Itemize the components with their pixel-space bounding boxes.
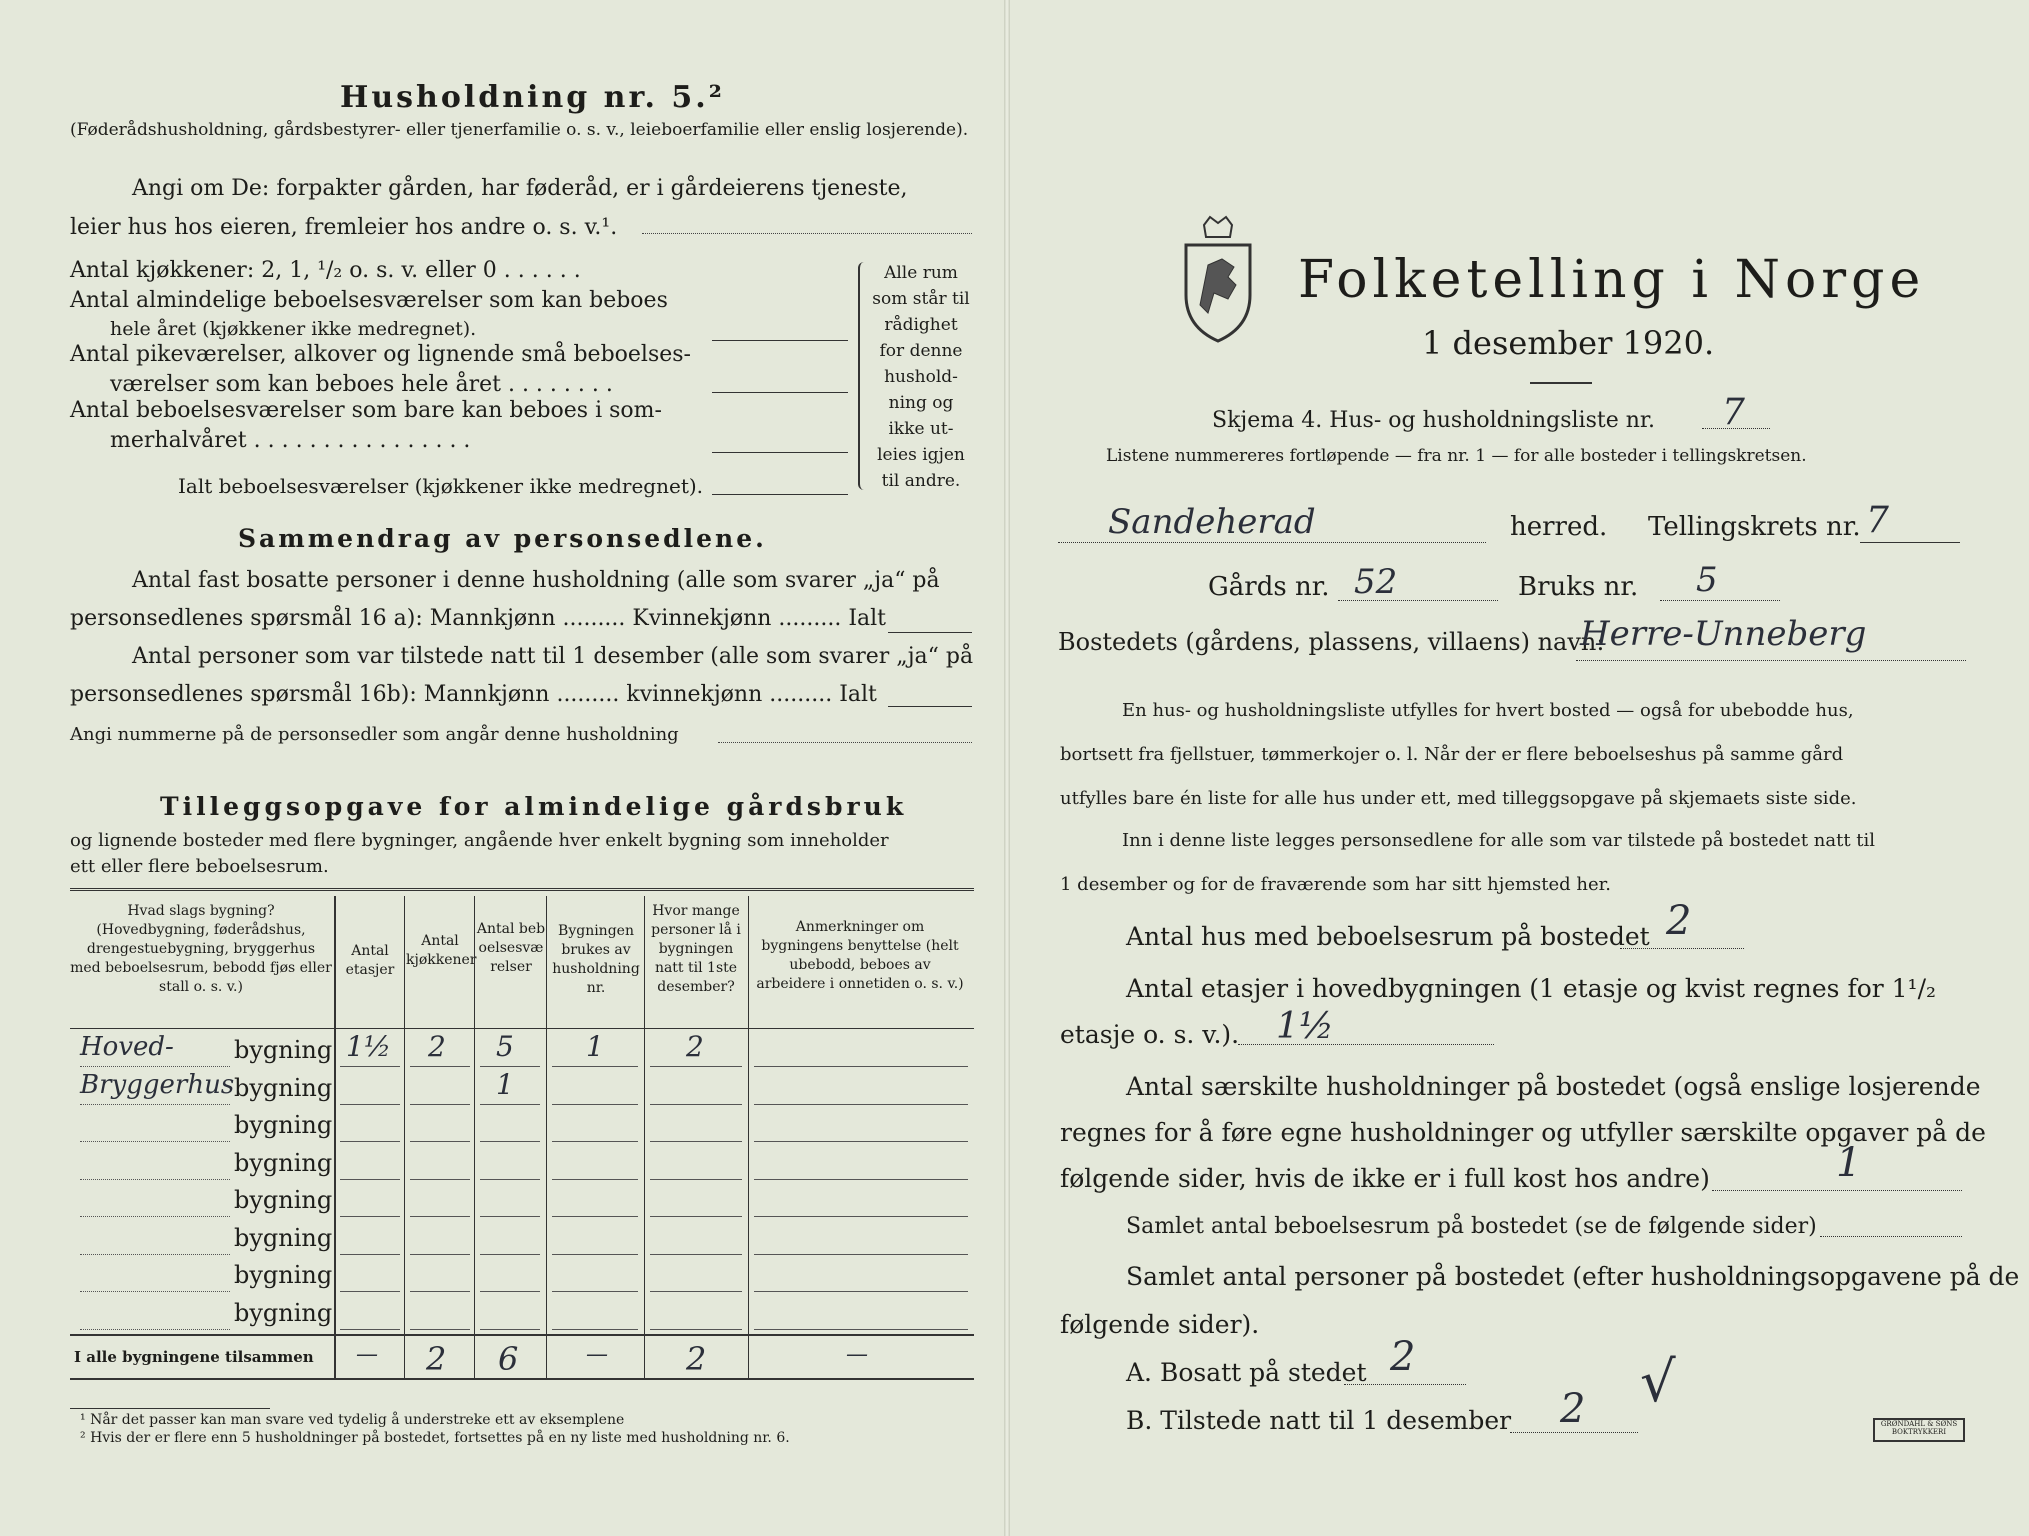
rooms-year-line-2: hele året (kjøkkener ikke medregnet). <box>110 318 477 340</box>
summary-p2-line-2: personsedlenes spørsmål 16b): Mannkjønn ......... kvinnekjønn ......... Ialt <box>70 682 877 707</box>
summary-p1-line-2: personsedlenes spørsmål 16 a): Mannkjønn ......... Kvinnekjønn ......... Ialt <box>70 606 887 631</box>
side-note: Alle rum som står til rådighet for denne hushold- ning og ikke ut- leies igjen til andre. <box>872 263 970 491</box>
footnote-1: ¹ Når det passer kan man svare ved tydelig å understreke ett av eksemplene <box>80 1412 625 1428</box>
instructions-p2-2: 1 desember og for de fraværende som har sitt hjemsted her. <box>1060 874 1611 895</box>
floors-line-1: Antal etasjer i hovedbygningen (1 etasje og kvist regnes for 1¹/₂ <box>1126 974 1937 1003</box>
kitchens-cell: 2 <box>428 1030 446 1063</box>
summary-title: Sammendrag av personsedlene. <box>238 524 767 553</box>
resident-value: 2 <box>1390 1334 1416 1380</box>
header-household: Bygningen brukes av husholdning nr. <box>552 923 640 996</box>
instructions-p1-2: bortsett fra fjellstuer, tømmerkojer o. l. Når der er flere beboelseshus på samme gård <box>1060 744 1844 765</box>
floors-cell: 1½ <box>346 1030 391 1063</box>
households-line-3: følgende sider, hvis de ikke er i full kost hos andre) <box>1060 1164 1710 1193</box>
total-row-label: I alle bygningene tilsammen <box>74 1348 314 1366</box>
header-rooms: Antal beboelsesværelser <box>476 921 546 975</box>
bruks-value: 5 <box>1696 560 1718 600</box>
summer-rooms-line-2: merhalvåret . . . . . . . . . . . . . . . . <box>110 428 471 453</box>
maid-rooms-line-1: Antal pikeværelser, alkover og lignende små beboelses- <box>70 342 691 367</box>
census-title: Folketelling i Norge <box>1298 250 1926 310</box>
floors-value: 1½ <box>1276 1006 1334 1047</box>
gards-value: 52 <box>1354 562 1398 602</box>
gards-label: Gårds nr. <box>1208 572 1330 602</box>
building-suffix: bygning <box>234 1111 333 1139</box>
herred-value: Sandeherad <box>1108 502 1316 542</box>
summer-rooms-line-1: Antal beboelsesværelser som bare kan beboes i som- <box>70 398 662 423</box>
building-suffix: bygning <box>234 1223 333 1252</box>
houses-value: 2 <box>1666 898 1692 944</box>
supplement-title: Tilleggsopgave for almindelige gårdsbruk <box>160 792 908 821</box>
total-persons: 2 <box>686 1340 707 1378</box>
header-persons: Hvor mange personer lå i bygningen natt til 1ste desember? <box>651 903 741 995</box>
building-suffix: bygning <box>234 1186 333 1214</box>
household-title: Husholdning nr. 5.² <box>340 80 725 115</box>
instructions-p1-1: En hus- og husholdningsliste utfylles for hvert bosted — også for ubebodde hus, <box>1122 700 1854 721</box>
households-value: 1 <box>1836 1140 1862 1186</box>
total-persons-line-2: følgende sider). <box>1060 1310 1260 1339</box>
krets-value: 7 <box>1866 500 1889 541</box>
total-rooms-line: Ialt beboelsesværelser (kjøkkener ikke medregnet). <box>178 474 704 498</box>
angi-line-1: Angi om De: forpakter gården, har føderåd, er i gårdeierens tjeneste, <box>132 176 908 201</box>
total-kitchens: 2 <box>426 1340 447 1378</box>
printer-stamp: GRØNDAHL & SØNS BOKTRYKKERI <box>1873 1418 1965 1442</box>
persons-cell: 2 <box>686 1030 704 1063</box>
building-suffix: bygning <box>234 1298 333 1327</box>
supplement-intro-1: og lignende bosteder med flere bygninger, angående hver enkelt bygning som inneholder <box>70 830 889 851</box>
rooms-cell: 5 <box>496 1030 514 1063</box>
header-floors: Antal etasjer <box>345 943 395 978</box>
bruks-label: Bruks nr. <box>1518 572 1639 602</box>
angi-line-2: leier hus hos eieren, fremleier hos andre o. s. v.¹. <box>70 215 618 240</box>
header-kitchens: Antal kjøkkener <box>406 933 477 968</box>
building-suffix: bygning <box>234 1261 333 1289</box>
building-name: Bryggerhus <box>80 1069 235 1100</box>
numbers-line: Angi nummerne på de personsedler som angår denne husholdning <box>70 724 679 745</box>
kitchens-line: Antal kjøkkener: 2, 1, ¹/₂ o. s. v. eller 0 . . . . . . <box>70 258 581 283</box>
page-fold <box>1004 0 1010 1536</box>
total-household: — <box>586 1342 608 1367</box>
building-suffix: bygning <box>234 1073 333 1102</box>
header-building-type: Hvad slags bygning? (Hovedbygning, føderådshus, drengestuebygning, bryggerhus med beboelsesrum, bebodd fjøs eller stall o. s. v.) <box>70 903 332 995</box>
total-rooms: 6 <box>498 1340 519 1378</box>
instructions-p2-1: Inn i denne liste legges personsedlene for alle som var tilstede på bostedet natt til <box>1122 830 1876 851</box>
rooms-year-line-1: Antal almindelige beboelsesværelser som kan beboes <box>70 288 668 313</box>
floors-line-2: etasje o. s. v.). <box>1060 1020 1240 1049</box>
krets-label: Tellingskrets nr. <box>1648 512 1861 542</box>
schema-value: 7 <box>1722 392 1745 433</box>
total-rooms-label: Samlet antal beboelsesrum på bostedet (se de følgende sider) <box>1126 1214 1817 1239</box>
header-remarks: Anmerkninger om bygningens benyttelse (helt ubebodd, beboes av arbeidere i onnetiden o. s. v.) <box>756 919 964 992</box>
numbering-note: Listene nummereres fortløpende — fra nr. 1 — for alle bosteder i tellingskretsen. <box>1106 446 1807 466</box>
bosted-label: Bostedets (gårdens, plassens, villaens) navn: <box>1058 628 1605 656</box>
rooms-cell: 1 <box>496 1067 514 1101</box>
instructions-p1-3: utfylles bare én liste for alle hus under ett, med tilleggsopgave på skjemaets siste side. <box>1060 788 1857 809</box>
households-line-2: regnes for å føre egne husholdninger og utfyller særskilte opgaver på de <box>1060 1118 1986 1147</box>
building-name: Hoved- <box>80 1032 174 1062</box>
footnote-2: ² Hvis der er flere enn 5 husholdninger på bostedet, fortsettes på en ny liste med husholdning nr. 6. <box>80 1430 790 1446</box>
present-label: B. Tilstede natt til 1 desember <box>1126 1406 1512 1435</box>
present-value: 2 <box>1560 1386 1586 1432</box>
total-remarks: — <box>846 1342 868 1367</box>
schema-line: Skjema 4. Hus- og husholdningsliste nr. <box>1212 408 1655 433</box>
census-date: 1 desember 1920. <box>1422 324 1715 362</box>
household-cell: 1 <box>586 1030 604 1063</box>
coat-of-arms-icon <box>1178 215 1258 345</box>
herred-label: herred. <box>1510 512 1608 542</box>
maid-rooms-line-2: værelser som kan beboes hele året . . . . . . . . <box>110 372 613 397</box>
households-line-1: Antal særskilte husholdninger på bostedet (også enslige losjerende <box>1126 1072 1981 1101</box>
total-persons-line-1: Samlet antal personer på bostedet (efter husholdningsopgavene på de <box>1126 1262 2020 1291</box>
building-table <box>70 896 974 1386</box>
check-mark: √ <box>1640 1350 1676 1415</box>
total-floors: — <box>356 1342 378 1367</box>
summary-p1-line-1: Antal fast bosatte personer i denne husholdning (alle som svarer „ja“ på <box>132 568 940 593</box>
household-intro: (Føderådshusholdning, gårdsbestyrer- eller tjenerfamilie o. s. v., leieboerfamilie eller enslig losjerende). <box>70 120 969 140</box>
summary-p2-line-1: Antal personer som var tilstede natt til 1 desember (alle som svarer „ja“ på <box>132 644 974 669</box>
building-suffix: bygning <box>234 1036 333 1064</box>
bosted-value: Herre-Unneberg <box>1580 614 1867 654</box>
supplement-intro-2: ett eller flere beboelsesrum. <box>70 856 329 877</box>
resident-label: A. Bosatt på stedet <box>1126 1358 1367 1387</box>
houses-label: Antal hus med beboelsesrum på bostedet <box>1126 922 1650 951</box>
building-suffix: bygning <box>234 1148 333 1177</box>
